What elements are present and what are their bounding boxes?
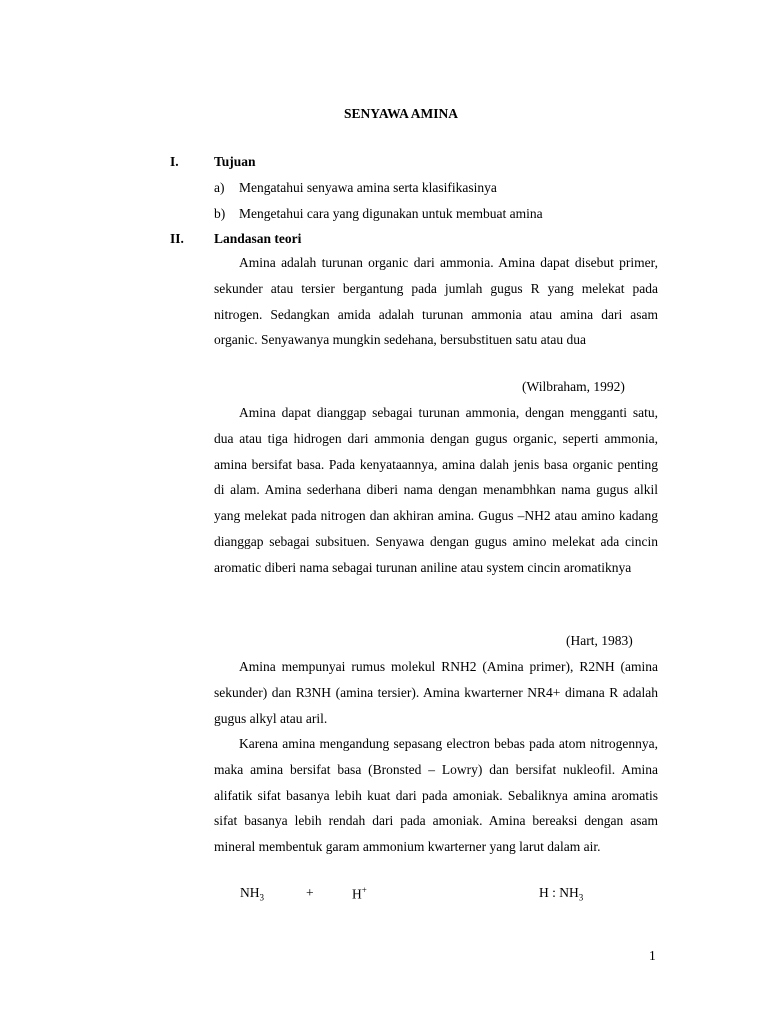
objective-item-label: a) [214,180,225,195]
equation-product [539,885,583,903]
equation-subscript: 3 [259,892,264,903]
section-2-heading: Landasan teori [214,231,302,246]
section-1-heading: Tujuan [214,154,256,169]
theory-paragraph: Amina dapat dianggap sebagai turunan ammonia, dengan mengganti satu, dua atau tiga hidrogen dari ammonia dengan gugus organic, seperti ammonia, amina bersifat basa. Pada kenyataannya, amina dalah jenis basa organic penting di alam. Amina sederhana diberi nama dengan menambhkan nama gugus alkil yang melekat pada nitrogen dan akhiran amina. Gugus –NH2 atau amino kadang dianggap sebagai subsituen. Senyawa dengan gugus amino melekat ada cincin aromatic diberi nama sebagai turunan aniline atau system cincin aromatiknya [214,405,658,575]
objective-item-label: b) [214,206,226,221]
equation-reactant-proton-text: H [352,886,362,902]
page-number: 1 [649,948,656,963]
objective-item-text: Mengatahui senyawa amina serta klasifikasinya [239,180,497,195]
document-title: SENYAWA AMINA [344,106,458,121]
equation-plus: + [306,885,314,900]
citation: (Wilbraham, 1992) [522,379,625,394]
theory-paragraph: Amina adalah turunan organic dari ammonia. Amina dapat disebut primer, sekunder atau tersier bergantung pada jumlah gugus R yang melekat pada nitrogen. Sedangkan amida adalah turunan ammonia atau amina dari asam organic. Senyawanya mungkin sedehana, bersubstituen satu atau dua [214,255,658,348]
equation-reactant-proton [352,885,367,903]
section-1-number: I. [170,154,179,169]
citation: (Hart, 1983) [566,633,633,648]
equation-subscript: 3 [578,892,584,903]
equation-reactant-ammonia [240,885,264,903]
section-2-number: II. [170,231,184,246]
equation-product-text: H : NH [539,885,579,900]
equation-reactant-ammonia-text: NH [240,885,260,900]
objective-item-text: Mengetahui cara yang digunakan untuk membuat amina [239,206,543,221]
objective-item [214,206,543,222]
theory-paragraph: Karena amina mengandung sepasang electron bebas pada atom nitrogennya, maka amina bersifat basa (Bronsted – Lowry) dan bersifat nukleofil. Amina alifatik sifat basanya lebih kuat dari pada amoniak. Sebaliknya amina aromatis sifat basanya lebih rendah dari pada amoniak. Amina bereaksi dengan asam mineral membentuk garam ammonium kwarterner yang larut dalam air. [214,736,658,855]
objective-item [214,180,497,196]
theory-paragraph: Amina mempunyai rumus molekul RNH2 (Amina primer), R2NH (amina sekunder) dan R3NH (amina tersier). Amina kwarterner NR4+ dimana R adalah gugus alkyl atau aril. [214,659,658,726]
equation-superscript: + [361,885,367,895]
